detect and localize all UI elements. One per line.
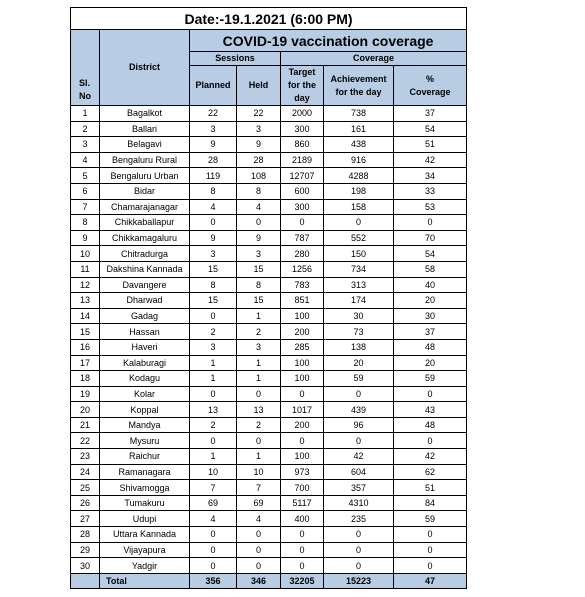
cell-held: 3	[237, 339, 281, 355]
cell-planned: 9	[190, 230, 237, 246]
cell-achievement: 738	[324, 106, 394, 122]
cell-district: Dakshina Kannada	[100, 261, 190, 277]
cell-target: 400	[281, 511, 324, 527]
cell-percent: 51	[394, 137, 467, 153]
cell-planned: 69	[190, 495, 237, 511]
table-row	[71, 277, 467, 293]
cell-percent: 62	[394, 464, 467, 480]
cell-held: 2	[237, 324, 281, 340]
cell-target: 787	[281, 230, 324, 246]
cell-percent: 37	[394, 106, 467, 122]
cell-sl: 26	[71, 495, 100, 511]
header-sl-no-label: Sl. No	[79, 78, 91, 101]
cell-held: 1	[237, 308, 281, 324]
cell-district: Mysuru	[100, 433, 190, 449]
total-target: 32205	[281, 573, 324, 588]
cell-achievement: 174	[324, 293, 394, 309]
cell-held: 9	[237, 137, 281, 153]
cell-achievement: 439	[324, 402, 394, 418]
cell-achievement: 0	[324, 558, 394, 574]
cell-achievement: 0	[324, 542, 394, 558]
cell-achievement: 161	[324, 121, 394, 137]
cell-achievement: 552	[324, 230, 394, 246]
cell-achievement: 150	[324, 246, 394, 262]
table-row	[71, 464, 467, 480]
cell-district: Ramanagara	[100, 464, 190, 480]
cell-district: Davangere	[100, 277, 190, 293]
cell-planned: 7	[190, 480, 237, 496]
cell-held: 22	[237, 106, 281, 122]
cell-achievement: 96	[324, 417, 394, 433]
cell-achievement: 138	[324, 339, 394, 355]
cell-percent: 34	[394, 168, 467, 184]
table-row	[71, 495, 467, 511]
cell-sl: 3	[71, 137, 100, 153]
cell-achievement: 734	[324, 261, 394, 277]
cell-held: 0	[237, 527, 281, 543]
table-row	[71, 230, 467, 246]
table-title: COVID-19 vaccination coverage	[190, 30, 467, 52]
cell-district: Chamarajanagar	[100, 199, 190, 215]
cell-achievement: 0	[324, 215, 394, 231]
table-row	[71, 371, 467, 387]
cell-target: 1017	[281, 402, 324, 418]
header-achievement-label: Achievement for the day	[330, 73, 387, 97]
cell-achievement: 20	[324, 355, 394, 371]
cell-district: Kalaburagi	[100, 355, 190, 371]
cell-district: Tumakuru	[100, 495, 190, 511]
cell-planned: 4	[190, 511, 237, 527]
cell-percent: 40	[394, 277, 467, 293]
table-row	[71, 152, 467, 168]
cell-percent: 0	[394, 527, 467, 543]
cell-percent: 51	[394, 480, 467, 496]
cell-sl: 2	[71, 121, 100, 137]
cell-target: 5117	[281, 495, 324, 511]
cell-target: 973	[281, 464, 324, 480]
cell-district: Chikkaballapur	[100, 215, 190, 231]
cell-planned: 1	[190, 355, 237, 371]
cell-percent: 0	[394, 386, 467, 402]
cell-achievement: 0	[324, 527, 394, 543]
header-coverage: Coverage	[281, 52, 467, 66]
cell-planned: 15	[190, 261, 237, 277]
total-planned: 356	[190, 573, 237, 588]
cell-held: 69	[237, 495, 281, 511]
cell-percent: 30	[394, 308, 467, 324]
cell-target: 100	[281, 355, 324, 371]
cell-achievement: 357	[324, 480, 394, 496]
cell-sl: 10	[71, 246, 100, 262]
cell-district: Bengaluru Urban	[100, 168, 190, 184]
cell-district: Bidar	[100, 183, 190, 199]
cell-percent: 0	[394, 542, 467, 558]
cell-planned: 0	[190, 308, 237, 324]
cell-sl: 22	[71, 433, 100, 449]
header-percent-label: % Coverage	[409, 73, 451, 97]
cell-target: 300	[281, 199, 324, 215]
cell-held: 0	[237, 542, 281, 558]
cell-planned: 8	[190, 277, 237, 293]
cell-planned: 0	[190, 433, 237, 449]
cell-percent: 54	[394, 246, 467, 262]
cell-planned: 15	[190, 293, 237, 309]
cell-percent: 84	[394, 495, 467, 511]
cell-planned: 0	[190, 215, 237, 231]
header-percent-coverage	[394, 66, 467, 106]
cell-achievement: 4288	[324, 168, 394, 184]
cell-target: 0	[281, 527, 324, 543]
cell-percent: 20	[394, 355, 467, 371]
table-row	[71, 542, 467, 558]
table-row	[71, 558, 467, 574]
cell-held: 0	[237, 386, 281, 402]
cell-target: 2189	[281, 152, 324, 168]
cell-achievement: 198	[324, 183, 394, 199]
cell-district: Dharwad	[100, 293, 190, 309]
cell-target: 300	[281, 121, 324, 137]
cell-sl: 23	[71, 449, 100, 465]
date-line: Date:-19.1.2021 (6:00 PM)	[71, 8, 467, 30]
cell-sl: 30	[71, 558, 100, 574]
cell-percent: 0	[394, 215, 467, 231]
cell-target: 851	[281, 293, 324, 309]
table-row	[71, 324, 467, 340]
cell-planned: 22	[190, 106, 237, 122]
cell-achievement: 59	[324, 371, 394, 387]
cell-sl: 17	[71, 355, 100, 371]
cell-district: Kodagu	[100, 371, 190, 387]
cell-planned: 1	[190, 449, 237, 465]
cell-planned: 4	[190, 199, 237, 215]
cell-sl: 21	[71, 417, 100, 433]
cell-sl: 24	[71, 464, 100, 480]
cell-held: 7	[237, 480, 281, 496]
cell-percent: 0	[394, 558, 467, 574]
cell-sl: 14	[71, 308, 100, 324]
header-achievement	[324, 66, 394, 106]
cell-sl: 8	[71, 215, 100, 231]
cell-percent: 48	[394, 417, 467, 433]
table-body	[71, 106, 467, 574]
cell-sl: 25	[71, 480, 100, 496]
table-row	[71, 106, 467, 122]
table-row	[71, 215, 467, 231]
cell-achievement: 42	[324, 449, 394, 465]
cell-sl: 9	[71, 230, 100, 246]
cell-district: Gadag	[100, 308, 190, 324]
cell-sl: 28	[71, 527, 100, 543]
cell-district: Vijayapura	[100, 542, 190, 558]
cell-target: 860	[281, 137, 324, 153]
table-row	[71, 261, 467, 277]
cell-target: 0	[281, 558, 324, 574]
table-row	[71, 121, 467, 137]
cell-target: 0	[281, 542, 324, 558]
cell-target: 783	[281, 277, 324, 293]
cell-district: Ballari	[100, 121, 190, 137]
cell-held: 13	[237, 402, 281, 418]
cell-target: 200	[281, 417, 324, 433]
cell-district: Hassan	[100, 324, 190, 340]
cell-percent: 48	[394, 339, 467, 355]
cell-sl: 1	[71, 106, 100, 122]
table-row	[71, 246, 467, 262]
table-row	[71, 480, 467, 496]
cell-percent: 59	[394, 371, 467, 387]
cell-sl: 16	[71, 339, 100, 355]
table-row	[71, 308, 467, 324]
table-row	[71, 168, 467, 184]
cell-planned: 0	[190, 386, 237, 402]
cell-district: Chitradurga	[100, 246, 190, 262]
cell-district: Koppal	[100, 402, 190, 418]
table-row	[71, 293, 467, 309]
cell-held: 4	[237, 511, 281, 527]
cell-held: 15	[237, 261, 281, 277]
cell-target: 600	[281, 183, 324, 199]
total-row	[71, 573, 467, 588]
cell-held: 10	[237, 464, 281, 480]
cell-achievement: 73	[324, 324, 394, 340]
cell-sl: 15	[71, 324, 100, 340]
cell-achievement: 0	[324, 433, 394, 449]
cell-district: Chikkamagaluru	[100, 230, 190, 246]
cell-sl: 7	[71, 199, 100, 215]
table-row	[71, 355, 467, 371]
cell-sl: 18	[71, 371, 100, 387]
cell-district: Bagalkot	[100, 106, 190, 122]
cell-planned: 8	[190, 183, 237, 199]
table-row	[71, 137, 467, 153]
cell-sl: 13	[71, 293, 100, 309]
cell-planned: 2	[190, 324, 237, 340]
cell-district: Udupi	[100, 511, 190, 527]
cell-achievement: 604	[324, 464, 394, 480]
cell-achievement: 313	[324, 277, 394, 293]
cell-district: Mandya	[100, 417, 190, 433]
header-sessions: Sessions	[190, 52, 281, 66]
table-row	[71, 183, 467, 199]
table-row	[71, 386, 467, 402]
cell-held: 0	[237, 215, 281, 231]
cell-held: 1	[237, 371, 281, 387]
cell-held: 1	[237, 355, 281, 371]
cell-target: 1256	[281, 261, 324, 277]
cell-percent: 20	[394, 293, 467, 309]
cell-held: 9	[237, 230, 281, 246]
cell-district: Raichur	[100, 449, 190, 465]
cell-target: 12707	[281, 168, 324, 184]
cell-planned: 1	[190, 371, 237, 387]
cell-planned: 0	[190, 527, 237, 543]
cell-held: 4	[237, 199, 281, 215]
table-row	[71, 199, 467, 215]
cell-district: Uttara Kannada	[100, 527, 190, 543]
cell-held: 0	[237, 433, 281, 449]
cell-sl: 12	[71, 277, 100, 293]
cell-held: 1	[237, 449, 281, 465]
cell-held: 28	[237, 152, 281, 168]
header-target-label: Target for the day	[288, 67, 316, 103]
cell-percent: 33	[394, 183, 467, 199]
cell-planned: 10	[190, 464, 237, 480]
cell-planned: 0	[190, 558, 237, 574]
cell-target: 0	[281, 433, 324, 449]
cell-district: Belagavi	[100, 137, 190, 153]
header-planned: Planned	[190, 66, 237, 106]
cell-percent: 58	[394, 261, 467, 277]
cell-planned: 13	[190, 402, 237, 418]
table-row	[71, 527, 467, 543]
cell-held: 8	[237, 183, 281, 199]
total-label: Total	[100, 573, 190, 588]
table-row	[71, 417, 467, 433]
cell-target: 0	[281, 386, 324, 402]
total-sl	[71, 573, 100, 588]
cell-achievement: 438	[324, 137, 394, 153]
cell-district: Kolar	[100, 386, 190, 402]
header-held: Held	[237, 66, 281, 106]
cell-target: 100	[281, 308, 324, 324]
cell-achievement: 916	[324, 152, 394, 168]
cell-achievement: 158	[324, 199, 394, 215]
cell-percent: 0	[394, 433, 467, 449]
cell-target: 700	[281, 480, 324, 496]
cell-district: Bengaluru Rural	[100, 152, 190, 168]
cell-held: 3	[237, 246, 281, 262]
cell-percent: 54	[394, 121, 467, 137]
cell-held: 0	[237, 558, 281, 574]
cell-achievement: 235	[324, 511, 394, 527]
total-held: 346	[237, 573, 281, 588]
cell-held: 108	[237, 168, 281, 184]
cell-held: 2	[237, 417, 281, 433]
cell-target: 285	[281, 339, 324, 355]
cell-district: Shivamogga	[100, 480, 190, 496]
cell-planned: 119	[190, 168, 237, 184]
cell-sl: 6	[71, 183, 100, 199]
cell-percent: 59	[394, 511, 467, 527]
table-row	[71, 339, 467, 355]
cell-planned: 0	[190, 542, 237, 558]
cell-sl: 20	[71, 402, 100, 418]
cell-sl: 27	[71, 511, 100, 527]
cell-percent: 42	[394, 449, 467, 465]
cell-district: Yadgir	[100, 558, 190, 574]
cell-sl: 11	[71, 261, 100, 277]
cell-percent: 43	[394, 402, 467, 418]
cell-achievement: 30	[324, 308, 394, 324]
table-row	[71, 449, 467, 465]
cell-planned: 28	[190, 152, 237, 168]
cell-percent: 53	[394, 199, 467, 215]
cell-percent: 37	[394, 324, 467, 340]
cell-planned: 3	[190, 121, 237, 137]
header-district: District	[100, 30, 190, 106]
cell-percent: 70	[394, 230, 467, 246]
cell-target: 200	[281, 324, 324, 340]
cell-achievement: 0	[324, 386, 394, 402]
cell-sl: 5	[71, 168, 100, 184]
cell-percent: 42	[394, 152, 467, 168]
header-sl-no	[71, 30, 100, 106]
table-row	[71, 511, 467, 527]
cell-district: Haveri	[100, 339, 190, 355]
cell-target: 280	[281, 246, 324, 262]
header-target	[281, 66, 324, 106]
cell-planned: 9	[190, 137, 237, 153]
cell-target: 2000	[281, 106, 324, 122]
table-row	[71, 402, 467, 418]
table-row	[71, 433, 467, 449]
cell-held: 3	[237, 121, 281, 137]
cell-held: 15	[237, 293, 281, 309]
cell-held: 8	[237, 277, 281, 293]
cell-target: 0	[281, 215, 324, 231]
cell-planned: 3	[190, 246, 237, 262]
total-percent: 47	[394, 573, 467, 588]
total-achievement: 15223	[324, 573, 394, 588]
cell-sl: 4	[71, 152, 100, 168]
cell-planned: 2	[190, 417, 237, 433]
vaccination-table	[70, 7, 467, 589]
cell-target: 100	[281, 449, 324, 465]
cell-sl: 29	[71, 542, 100, 558]
cell-planned: 3	[190, 339, 237, 355]
cell-target: 100	[281, 371, 324, 387]
cell-achievement: 4310	[324, 495, 394, 511]
cell-sl: 19	[71, 386, 100, 402]
